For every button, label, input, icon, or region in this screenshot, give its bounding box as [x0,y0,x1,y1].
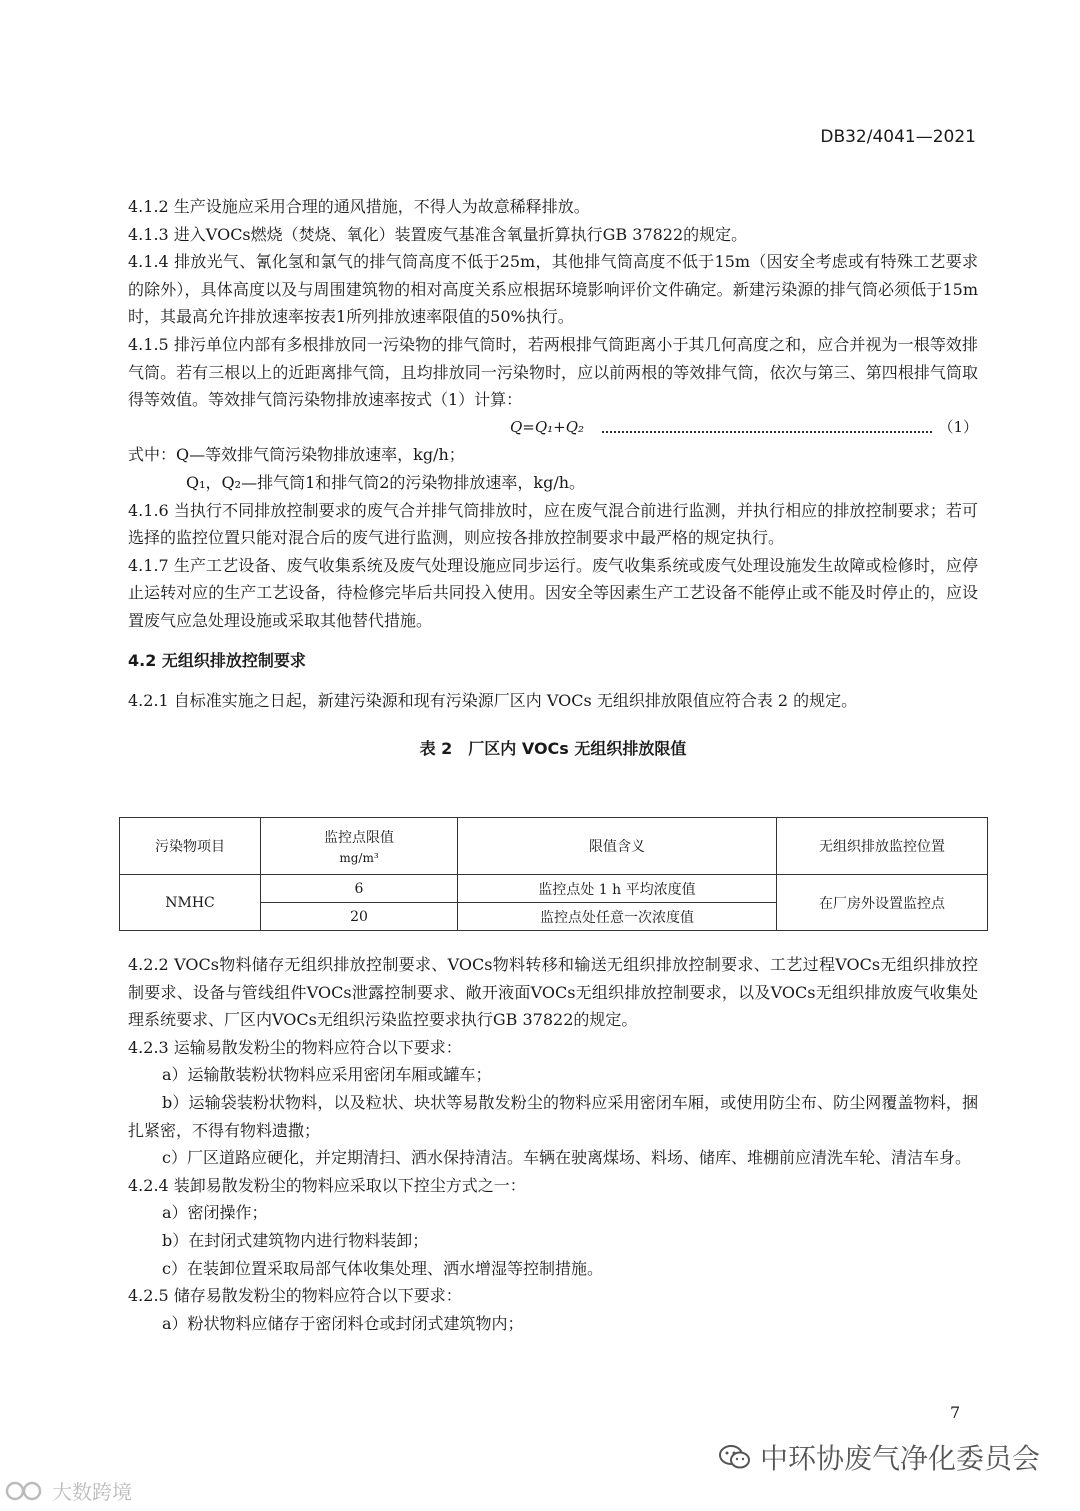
header-location: 无组织排放监控位置 [777,818,988,875]
header-limit-label: 监控点限值 [324,830,394,846]
list-item: c）在装卸位置采取局部气体收集处理、洒水增湿等控制措施。 [162,1258,603,1278]
list-item: c）厂区道路应硬化，并定期清扫、洒水保持清洁。车辆在驶离煤场、料场、储库、堆棚前应清洗车轮、清洁车身。 [162,1148,971,1168]
header-limit [261,818,458,875]
wechat-icon [718,1444,752,1470]
list-item: a）运输散装粉状物料应采用密闭车厢或罐车； [162,1065,492,1085]
section-title-4-2: 4.2 无组织排放控制要求 [128,650,306,670]
body-upper [128,193,978,773]
paragraph-4-2-3: 4.2.3 运输易散发粉尘的物料应符合以下要求： [128,1037,462,1057]
cell-location: 在厂房外设置监控点 [777,875,988,931]
cell-meaning: 监控点处 1 h 平均浓度值 [458,875,777,903]
paragraph-4-1-3: 4.1.3 进入VOCs燃烧（焚烧、氧化）装置废气基准含氧量折算执行GB 37822的规定。 [128,224,748,244]
list-item: b）在封闭式建筑物内进行物料装卸； [162,1230,429,1250]
paragraph-4-2-4: 4.2.4 装卸易散发粉尘的物料应采取以下控尘方式之一： [128,1175,526,1195]
table-row [120,875,988,903]
formula-number: （1） [938,417,978,436]
paragraph-4-1-4: 4.1.4 排放光气、氰化氢和氯气的排气筒高度不低于25m，其他排气筒高度不低于15m（因安全考虑或有特殊工艺要求的除外），具体高度以及与周围建筑物的相对高度关系应根据环境影响评价文件确定。新建污染源的排气筒必须低于15m时，其最高允许排放速率按表1所列排放速率限值的50%执行。 [128,252,978,327]
watermark [718,1437,1040,1477]
paragraph-4-1-5: 4.1.5 排污单位内部有多根排放同一污染物的排气筒时，若两根排气筒距离小于其几何高度之和，应合并视为一根等效排气筒。若有三根以上的近距离排气筒，且均排放同一污染物时，应以前两根的等效排气筒，依次与第三、第四根排气筒取得等效值。等效排气筒污染物排放速率按式（1）计算： [128,334,978,410]
paragraph-4-1-6: 4.1.6 当执行不同排放控制要求的废气合并排气筒排放时，应在废气混合前进行监测，并执行相应的排放控制要求；若可选择的监控位置只能对混合后的废气进行监测，则应按各排放控制要求中最严格的规定执行。 [128,500,978,548]
body-lower [128,951,978,1337]
list-item: a）密闭操作； [162,1203,268,1223]
formula-note-q1-q2: Q₁，Q₂—排气筒1和排气筒2的污染物排放速率，kg/h。 [186,472,586,492]
cell-meaning: 监控点处任意一次浓度值 [458,903,777,931]
table-header-row [120,818,988,875]
cell-pollutant: NMHC [120,875,261,931]
logo-mark-icon [4,1480,48,1502]
logo-left [4,1476,132,1505]
formula-note-q: 式中：Q—等效排气筒污染物排放速率，kg/h； [128,445,465,465]
page-number: 7 [950,1403,961,1422]
watermark-text: 中环协废气净化委员会 [759,1442,1040,1475]
table-2 [119,817,988,931]
paragraph-4-2-1: 4.2.1 自标准实施之日起，新建污染源和现有污染源厂区内 VOCs 无组织排放限值应符合表 2 的规定。 [128,690,858,710]
header-meaning: 限值含义 [458,818,777,875]
formula-leader-dots [602,422,932,433]
paragraph-4-2-5: 4.2.5 储存易散发粉尘的物料应符合以下要求： [128,1286,462,1306]
table-2-caption: 表 2 厂区内 VOCs 无组织排放限值 [419,739,687,759]
cell-value: 20 [261,903,458,931]
list-item: a）粉状物料应储存于密闭料仓或封闭式建筑物内； [162,1313,524,1333]
header-limit-unit: mg/m³ [339,851,379,865]
paragraph-4-1-2: 4.1.2 生产设施应采用合理的通风措施，不得人为故意稀释排放。 [128,197,590,216]
paragraph-4-2-2: 4.2.2 VOCs物料储存无组织排放控制要求、VOCs物料转移和输送无组织排放控制要求、工艺过程VOCs无组织排放控制要求、设备与管线组件VOCs泄露控制要求、敞开液面VOCs无组织排放控制要求，以及VOCs无组织排放废气收集处理系统要求、厂区内VOCs无组织污染监控要求执行GB 37822的规定。 [128,955,978,1030]
list-item: b）运输袋装粉状物料，以及粒状、块状等易散发粉尘的物料应采用密闭车厢，或使用防尘布、防尘网覆盖物料，捆扎紧密，不得有物料遗撒； [128,1092,978,1140]
formula-expression: Q=Q₁+Q₂ [510,417,585,436]
header-pollutant: 污染物项目 [120,818,261,875]
logo-left-text: 大数跨境 [52,1480,132,1504]
paragraph-4-1-7: 4.1.7 生产工艺设备、废气收集系统及废气处理设施应同步运行。废气收集系统或废气处理设施发生故障或检修时，应停止运转对应的生产工艺设备，待检修完毕后共同投入使用。因安全等因素生产工艺设备不能停止或不能及时停止的，应设置废气应急处理设施或采取其他替代措施。 [128,555,978,630]
cell-value: 6 [261,875,458,903]
formula-1 [510,414,978,442]
document-code: DB32/4041—2021 [820,127,976,147]
